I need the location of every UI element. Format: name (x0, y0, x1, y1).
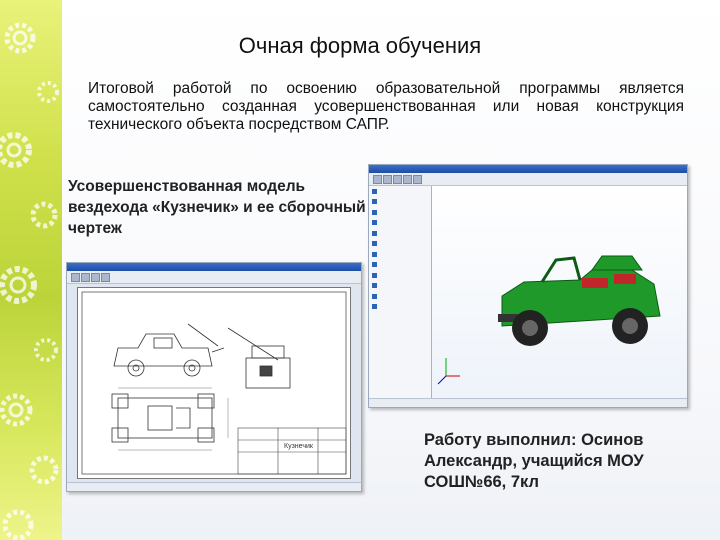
gear-icons (0, 0, 62, 540)
tree-item (369, 270, 431, 281)
3d-car-model (432, 186, 687, 399)
toolbar-icon (91, 273, 100, 282)
toolbar-icon (383, 175, 392, 184)
toolbar-icon (81, 273, 90, 282)
tree-item (369, 302, 431, 313)
window-toolbar (369, 173, 687, 186)
tree-item (369, 239, 431, 250)
window-titlebar (67, 263, 361, 271)
tree-item (369, 249, 431, 260)
window-titlebar (369, 165, 687, 173)
car-front-view (228, 328, 290, 388)
intro-paragraph: Итоговой работой по освоению образовательной программы является самостоятельно созданная усовершенствованная или новая конструкция технического объекта посредством САПР. (88, 80, 684, 133)
decorative-gear-strip (0, 0, 62, 540)
assembly-drawing (78, 288, 350, 478)
toolbar-icon (373, 175, 382, 184)
car-side-view (114, 324, 224, 376)
tree-item (369, 281, 431, 292)
tree-item (369, 218, 431, 229)
3d-model-screenshot (368, 164, 688, 408)
tree-item (369, 186, 431, 197)
tree-item (369, 228, 431, 239)
toolbar-icon (393, 175, 402, 184)
3d-viewport (432, 186, 687, 399)
window-toolbar (67, 271, 361, 284)
tree-item (369, 197, 431, 208)
toolbar-icon (71, 273, 80, 282)
tree-item (369, 207, 431, 218)
toolbar-icon (413, 175, 422, 184)
toolbar-icon (403, 175, 412, 184)
slide-title: Очная форма обучения (238, 33, 482, 58)
window-statusbar (369, 398, 687, 407)
tree-item (369, 260, 431, 271)
dimension-lines (118, 388, 228, 450)
stamp-title: Кузнечик (284, 443, 313, 450)
model-tree-panel (369, 186, 432, 399)
model-caption: Усовершенствованная модель вездехода «Кузнечик» и ее сборочный чертеж (68, 178, 366, 237)
title-block (238, 428, 346, 474)
author-caption: Работу выполнил: Осинов Александр, учащийся МОУ СОШ№66, 7кл (424, 431, 644, 491)
toolbar-icon (101, 273, 110, 282)
window-statusbar (67, 482, 361, 491)
drawing-sheet (77, 287, 351, 479)
car-top-view (112, 394, 214, 442)
tree-item (369, 291, 431, 302)
assembly-drawing-screenshot (66, 262, 362, 492)
